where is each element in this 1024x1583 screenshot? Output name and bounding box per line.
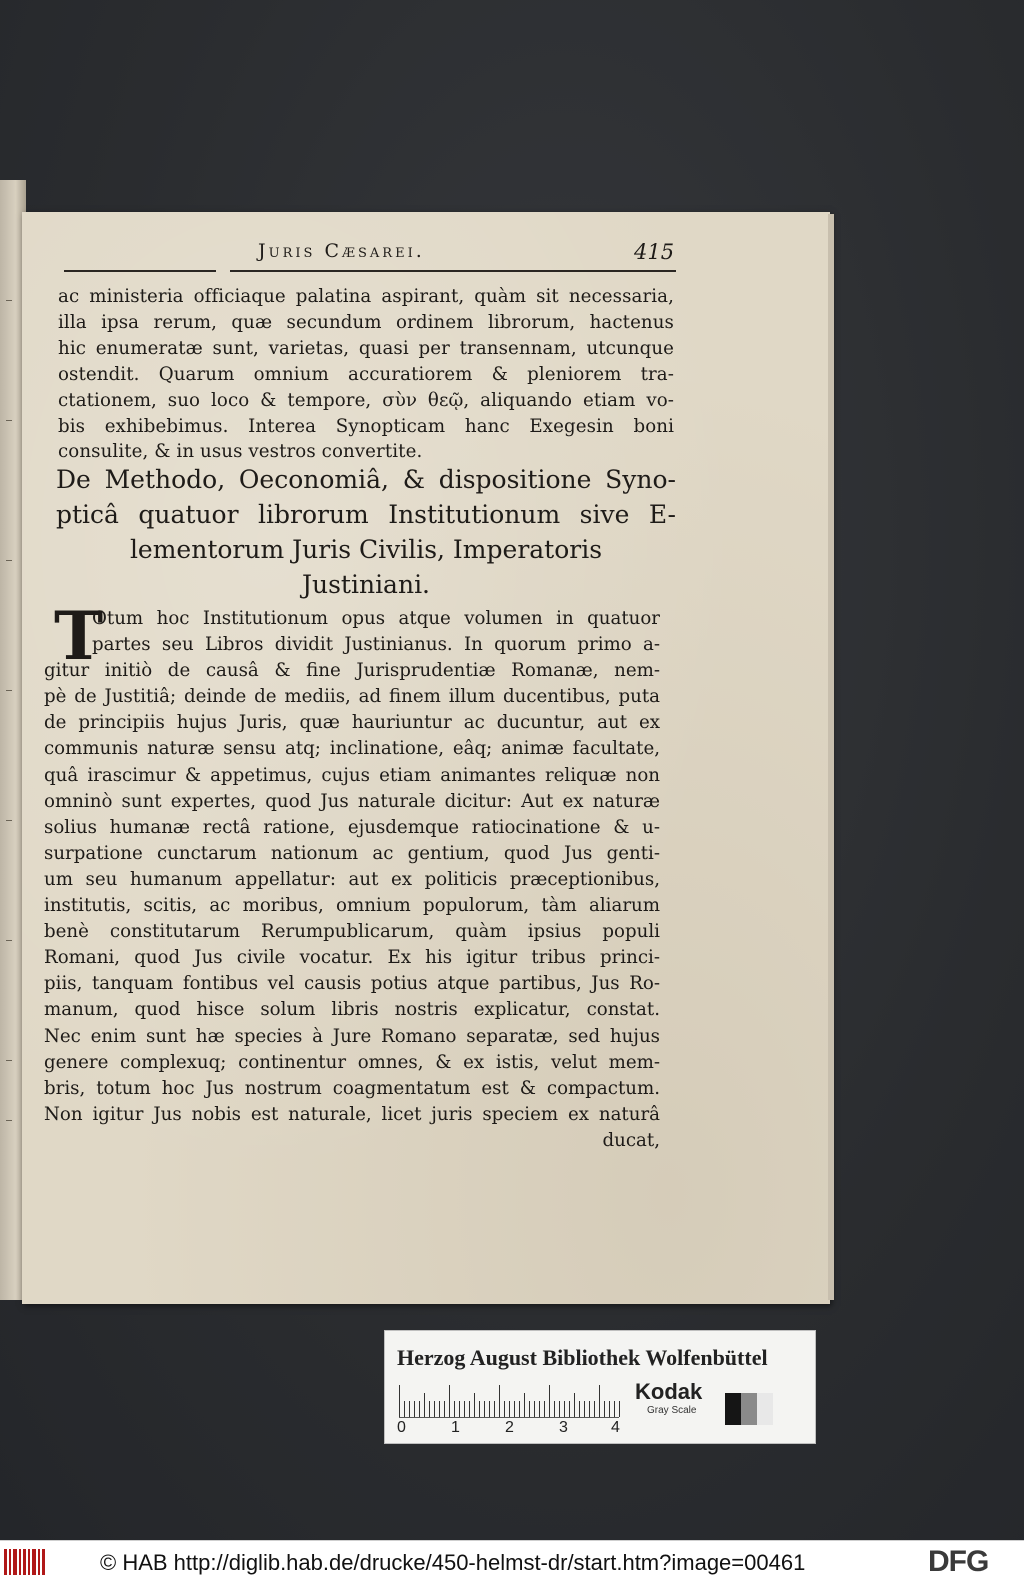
scale-tick	[444, 1401, 445, 1417]
text-line: solius humanæ rectâ ratione, ejusdemque ratiocinatione & u-	[44, 816, 660, 838]
page-edge	[828, 214, 834, 1300]
header-rule-left	[64, 270, 216, 272]
heading-line: pticâ quatuor librorum Institutionum sive E-	[56, 500, 676, 529]
scale-tick	[504, 1401, 505, 1417]
text-line: ac ministeria officiaque palatina aspirant, quàm sit necessaria,	[58, 286, 674, 307]
text-line: omninò sunt expertes, quod Jus naturale dicitur: Aut ex naturæ	[44, 790, 660, 812]
text-line: gitur initiò de causâ & fine Jurisprudentiæ Romanæ, nem-	[44, 660, 660, 682]
scale-tick	[524, 1393, 525, 1417]
scale-tick	[564, 1401, 565, 1417]
scale-tick	[539, 1401, 540, 1417]
scale-tick	[569, 1401, 570, 1417]
scale-tick	[559, 1401, 560, 1417]
text-line: Nec enim sunt hæ species à Jure Romano separatæ, sed hujus	[44, 1025, 660, 1047]
gray-swatch-light	[757, 1393, 773, 1425]
scale-tick	[449, 1385, 450, 1417]
scale-tick	[514, 1401, 515, 1417]
text-line: hic enumeratæ sunt, varietas, quasi per transennam, utcunque	[58, 337, 674, 359]
scale-tick	[469, 1401, 470, 1417]
section-paragraph	[44, 597, 660, 1154]
text-line: surpatione cunctarum nationum ac gentium, quod Jus genti-	[44, 842, 660, 864]
scale-tick	[509, 1401, 510, 1417]
library-name: Herzog August Bibliothek Wolfenbüttel	[397, 1345, 768, 1370]
scale-tick	[614, 1401, 615, 1417]
scale-tick	[574, 1393, 575, 1417]
scale-tick	[604, 1401, 605, 1417]
text-line: um seu humanum appellatur: aut ex politicis præceptionibus,	[44, 868, 660, 890]
scale-tick	[609, 1401, 610, 1417]
scale-tick	[489, 1401, 490, 1417]
ruler-scale	[399, 1383, 619, 1417]
text-line: de principiis hujus Juris, quæ hauriuntur ac ducuntur, aut ex	[44, 712, 660, 734]
scale-tick	[519, 1401, 520, 1417]
section-heading	[56, 462, 676, 602]
scale-tick	[464, 1401, 465, 1417]
scale-tick	[599, 1385, 600, 1417]
scale-tick	[589, 1401, 590, 1417]
text-line: pè de Justitiâ; deinde de mediis, ad finem illum ducentibus, puta	[44, 686, 660, 708]
drop-cap: T	[54, 597, 104, 675]
scale-tick	[619, 1401, 620, 1417]
scale-number: 4	[611, 1419, 620, 1436]
scale-tick	[484, 1401, 485, 1417]
scale-tick	[549, 1385, 550, 1417]
text-line: manum, quod hisce solum libris nostris explicatur, constat.	[44, 999, 660, 1021]
scale-tick	[409, 1401, 410, 1417]
text-line: benè constitutarum Rerumpublicarum, quàm ipsius populi	[44, 921, 660, 943]
heading-line: lementorum Juris Civilis, Imperatoris	[129, 535, 603, 564]
text-line: Romani, quod Jus civile vocatur. Ex his igitur tribus princi-	[44, 947, 660, 969]
scale-tick	[529, 1401, 530, 1417]
page-number: 415	[634, 240, 675, 264]
scale-number: 1	[451, 1419, 460, 1436]
text-line: partes seu Libros dividit Justinianus. In quorum primo a-	[92, 634, 660, 656]
scale-tick	[544, 1401, 545, 1417]
text-line: consulite, & in usus vestros convertite.	[58, 441, 423, 463]
text-line: ctationem, suo loco & tempore, σὺν θεῷ, aliquando etiam vo-	[58, 389, 674, 411]
scale-tick	[429, 1401, 430, 1417]
text-line: Non igitur Jus nobis est naturale, licet juris speciem ex naturâ	[44, 1103, 660, 1125]
text-line: institutis, scitis, ac moribus, omnium populorum, tàm aliarum	[44, 895, 660, 917]
running-head: Juris Cæsarei.	[258, 240, 425, 262]
gray-swatch-black	[725, 1393, 741, 1425]
text-line: illa ipsa rerum, quæ secundum ordinem librorum, hactenus	[58, 311, 674, 333]
intro-paragraph	[58, 284, 674, 465]
scale-tick	[399, 1385, 400, 1417]
scale-tick	[414, 1401, 415, 1417]
scale-number: 2	[505, 1419, 514, 1436]
gray-scale-label: Gray Scale	[647, 1405, 697, 1416]
library-color-card	[384, 1330, 816, 1444]
scale-number: 0	[397, 1419, 406, 1436]
scale-tick	[494, 1401, 495, 1417]
gray-swatch-mid	[741, 1393, 757, 1425]
header-rule-right	[230, 270, 676, 272]
barcode-icon	[4, 1549, 46, 1575]
scale-tick	[474, 1393, 475, 1417]
text-line: piis, tanquam fontibus vel causis potius atque partibus, Jus Ro-	[44, 973, 660, 995]
scale-tick	[594, 1401, 595, 1417]
scale-tick	[424, 1393, 425, 1417]
scale-tick	[579, 1401, 580, 1417]
scale-tick	[434, 1401, 435, 1417]
scale-tick	[459, 1401, 460, 1417]
scale-tick	[479, 1401, 480, 1417]
scale-tick	[554, 1401, 555, 1417]
scale-tick	[534, 1401, 535, 1417]
text-line: bris, totum hoc Jus nostrum coagmentatum est & compactum.	[44, 1077, 660, 1099]
scale-baseline	[399, 1417, 619, 1418]
heading-line: Justiniani.	[301, 570, 431, 599]
scale-tick	[404, 1401, 405, 1417]
catchword: ducat,	[602, 1129, 660, 1151]
copyright-url-link[interactable]: © HAB http://diglib.hab.de/drucke/450-helmst-dr/start.htm?image=00461	[100, 1550, 806, 1575]
binding-margin-marks	[0, 300, 20, 1200]
scale-tick	[419, 1401, 420, 1417]
text-line: bis exhibebimus. Interea Synopticam hanc Exegesin boni	[58, 415, 674, 437]
kodak-logo: Kodak	[635, 1379, 703, 1404]
scale-tick	[454, 1401, 455, 1417]
page-header	[62, 236, 682, 272]
scale-tick	[439, 1401, 440, 1417]
text-line: genere complexuq; continentur omnes, & ex istis, velut mem-	[44, 1051, 660, 1073]
dfg-logo: DFG	[928, 1545, 989, 1578]
scale-tick	[499, 1385, 500, 1417]
scale-tick	[584, 1401, 585, 1417]
text-line: ostendit. Quarum omnium accuratiorem & pleniorem tra-	[58, 363, 674, 385]
text-line: Otum hoc Institutionum opus atque volumen in quatuor	[92, 608, 660, 629]
footer-bar	[0, 1540, 1024, 1583]
text-line: communis naturæ sensu atq; inclinatione, eâq; animæ facultate,	[44, 738, 660, 760]
heading-line: De Methodo, Oeconomiâ, & dispositione Syno-	[56, 465, 676, 494]
scale-number: 3	[559, 1419, 568, 1436]
text-line: quâ irascimur & appetimus, cujus etiam animantes reliquæ non	[44, 764, 660, 786]
